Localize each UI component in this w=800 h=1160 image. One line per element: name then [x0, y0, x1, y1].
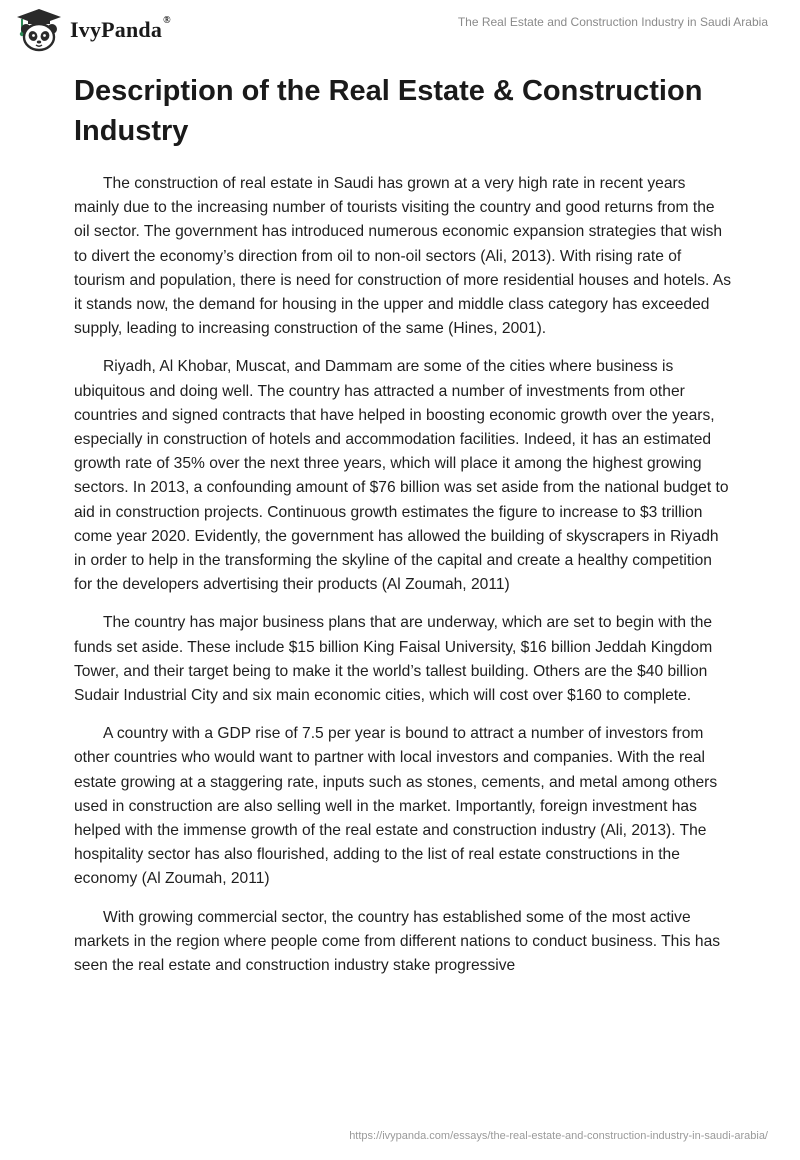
source-url[interactable]: https://ivypanda.com/essays/the-real-estate-and-construction-industry-in-saudi-arabia/	[349, 1130, 768, 1142]
registered-mark: ®	[163, 15, 171, 26]
page-header	[0, 0, 800, 60]
paragraph: The country has major business plans that are underway, which are set to begin with the funds set aside. These include $15 billion King Faisal University, $16 billion Jeddah Kingdom Tower, and their target being to make it the world’s tallest building. Others are the $40 billion Sudair Industrial City and six main economic cities, which will cost over $160 to complete.	[74, 614, 713, 705]
paragraph: The construction of real estate in Saudi has grown at a very high rate in recent years mainly due to the increasing number of tourists visiting the country and good returns from the oil sector. The government has introduced numerous economic expansion strategies that wish to divert the economy’s direction from oil to non-oil sectors (Ali, 2013). With rising rate of tourism and population, there is need for construction of more residential houses and hotels. As it stands now, the demand for housing in the upper and middle class category has exceeded supply, leading to increasing construction of the same (Hines, 2001).	[74, 175, 732, 338]
article-body	[74, 172, 732, 992]
paragraph: A country with a GDP rise of 7.5 per year is bound to attract a number of investors from other countries who would want to partner with local investors and companies. With the real estate growing at a staggering rate, inputs such as stones, cements, and metal among others used in construction are also selling well in the market. Importantly, foreign investment has helped with the immense growth of the real estate and construction industry (Ali, 2013). The hospitality sector has also flourished, adding to the list of real estate constructions in the economy (Al Zoumah, 2011)	[74, 725, 718, 888]
brand-name: IvyPanda®	[70, 15, 171, 42]
paragraph: Riyadh, Al Khobar, Muscat, and Dammam are some of the cities where business is ubiquitous and doing well. The country has attracted a number of investments from other countries and signed contracts that have helped in boosting economic growth over the years, especially in construction of hotels and accommodation facilities. Indeed, it has an estimated growth rate of 35% over the next three years, which will place it among the highest growing sectors. In 2013, a confounding amount of $76 billion was set aside from the national budget to aid in construction projects. Continuous growth estimates the figure to increase to $3 trillion come year 2020. Evidently, the government has allowed the building of skyscrapers in Riyadh in order to help in the transforming the skyline of the capital and create a healthy competition for the developers advertising their products (Al Zoumah, 2011)	[74, 358, 729, 594]
document-title: The Real Estate and Construction Industry in Saudi Arabia	[457, 15, 768, 29]
brand-logo[interactable]	[14, 7, 171, 53]
panda-graduate-icon	[14, 7, 64, 53]
paragraph: With growing commercial sector, the country has established some of the most active markets in the region where people come from different nations to conduct business. This has seen the real estate and construction industry stake progressive	[74, 908, 721, 975]
article-title: Description of the Real Estate & Construction Industry	[74, 75, 703, 147]
